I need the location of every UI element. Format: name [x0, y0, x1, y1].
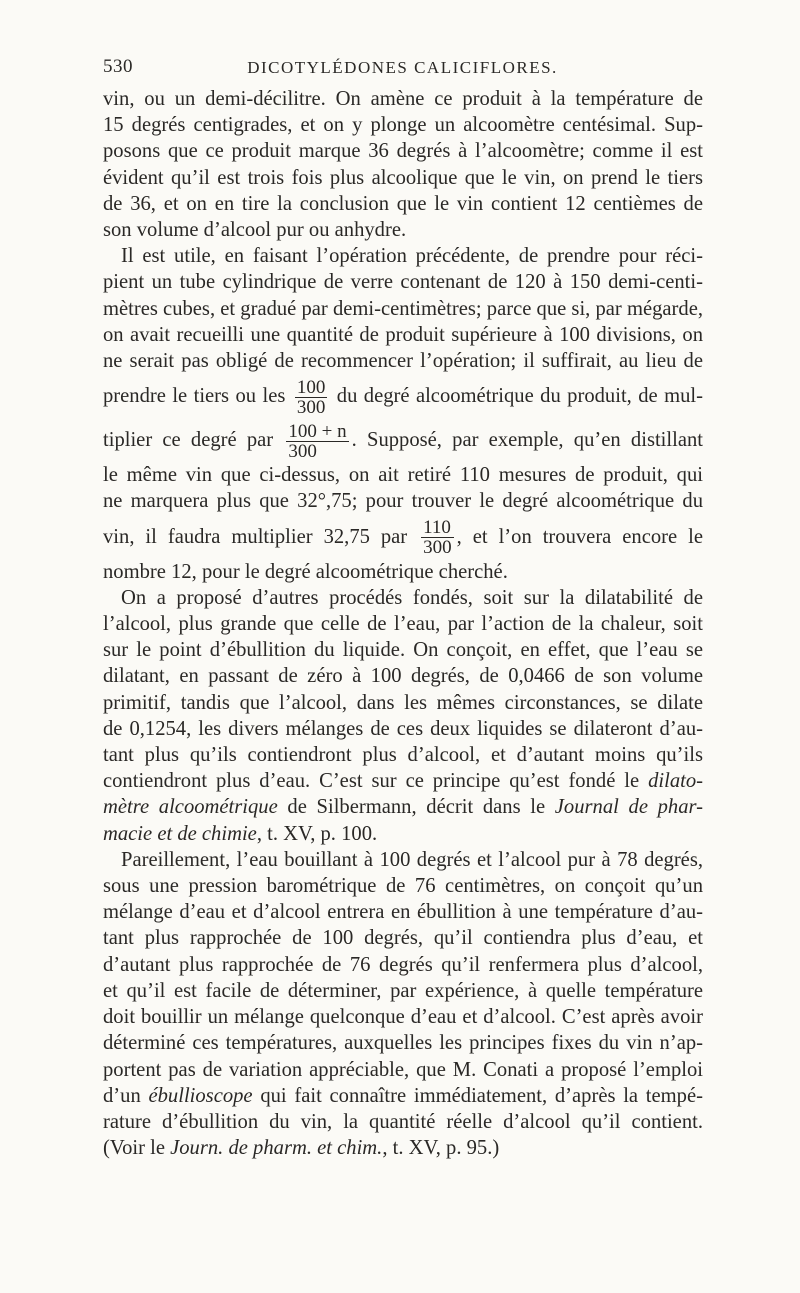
text-line: [103, 794, 703, 820]
text-line: mélange d’eau et d’alcool entrera en ébullition à une température d’au-: [103, 901, 703, 924]
text-line: portent pas de variation appréciable, que M. Conati a proposé l’emploi: [103, 1058, 703, 1081]
text-line: Pareillement, l’eau bouillant à 100 degrés et l’alcool pur à 78 degrés,: [121, 848, 703, 871]
fraction: [421, 518, 454, 557]
text-segment: . Supposé, par exemple, qu’en distillant: [351, 429, 703, 452]
text-line: tant plus qu’ils contiendront plus d’alcool, et d’autant moins qu’ils: [103, 744, 703, 767]
italic-title: Journal de phar-: [554, 796, 703, 819]
text-segment: , t. XV, p. 95.): [382, 1137, 500, 1160]
page-number: 530: [103, 56, 133, 77]
text-line: sur le point d’ébullition du liquide. On conçoit, en effet, que l’eau se: [103, 639, 703, 662]
running-title: DICOTYLÉDONES CALICIFLORES.: [247, 58, 558, 77]
fraction-numerator: 110: [421, 518, 454, 538]
text-line: le même vin que ci-dessus, on ait retiré 110 mesures de produit, qui: [103, 464, 703, 487]
page-body: [103, 86, 703, 1161]
fraction: [286, 422, 348, 461]
text-line: On a proposé d’autres procédés fondés, soit sur la dilatabilité de: [121, 586, 703, 609]
text-line: dilatant, en passant de zéro à 100 degrés, de 0,0466 de son volume: [103, 665, 703, 688]
text-line: Il est utile, en faisant l’opération précédente, de prendre pour réci-: [121, 245, 703, 268]
text-line: évident qu’il est trois fois plus alcoolique que le vin, on prend le tiers: [103, 166, 703, 189]
text-line: l’alcool, plus grande que celle de l’eau, par l’action de la chaleur, soit: [103, 613, 703, 636]
text-line: primitif, tandis que l’alcool, dans les mêmes circonstances, se dilate: [103, 691, 703, 714]
text-line: de 0,1254, les divers mélanges de ces deux liquides se dilateront d’au-: [103, 717, 703, 740]
text-segment: qui fait connaître immédiatement, d’après la tempé-: [260, 1084, 703, 1107]
text-segment: du degré alcoométrique du produit, de mul-: [336, 385, 704, 408]
paragraph-4: [103, 847, 703, 1161]
fraction: [295, 378, 328, 417]
fraction-numerator: 100: [296, 377, 326, 398]
text-line-with-fraction: [103, 374, 703, 418]
fraction-denominator: 300: [423, 537, 452, 559]
text-line-with-fraction: [103, 418, 703, 462]
text-line: tant plus rapprochée de 100 degrés, qu’il contiendra plus d’eau, et: [103, 927, 703, 950]
text-line: [103, 1083, 703, 1109]
text-segment: , et l’on trouvera encore le: [456, 525, 703, 548]
text-line: nombre 12, pour le degré alcoométrique cherché.: [103, 560, 508, 583]
text-segment: , t. XV, p. 100.: [256, 822, 378, 845]
italic-term: ébullioscope: [148, 1084, 253, 1107]
text-line: on avait recueilli une quantité de produit supérieure à 100 divisions, on: [103, 323, 703, 346]
text-line: ne serait pas obligé de recommencer l’opération; il suffirait, au lieu de: [103, 350, 703, 373]
fraction-denominator: 300: [296, 397, 326, 418]
text-segment: tiplier ce degré par: [103, 429, 274, 452]
text-line: rature d’ébullition du vin, la quantité réelle d’alcool qu’il contient.: [103, 1110, 703, 1133]
text-line: pient un tube cylindrique de verre contenant de 120 à 150 demi-centi-: [103, 271, 703, 294]
text-segment: de Silbermann, décrit dans le: [287, 796, 546, 819]
fraction-numerator: 100 + n: [288, 421, 347, 442]
text-line: vin, ou un demi-décilitre. On amène ce produit à la température de: [103, 88, 703, 110]
text-line: [103, 768, 703, 794]
italic-title: macie et de chimie: [103, 822, 257, 845]
text-line: 15 degrés centigrades, et on y plonge un alcoomètre centésimal. Sup-: [103, 114, 703, 137]
paragraph-2: [103, 243, 703, 585]
paragraph-3: [103, 585, 703, 847]
italic-title: Journ. de pharm. et chim.: [170, 1137, 383, 1160]
text-line: et qu’il est facile de déterminer, par expérience, à quelle température: [103, 979, 703, 1002]
text-line: sous une pression barométrique de 76 centimètres, on conçoit qu’un: [103, 875, 703, 898]
text-line: d’autant plus rapprochée de 76 degrés qu’il renfermera plus d’alcool,: [103, 953, 703, 976]
paragraph-1: [103, 86, 703, 243]
text-line: posons que ce produit marque 36 degrés à l’alcoomètre; comme il est: [103, 140, 703, 163]
text-line: déterminé ces températures, auxquelles les principes fixes du vin n’ap-: [103, 1032, 703, 1055]
text-segment: (Voir le: [103, 1137, 165, 1160]
text-line: [103, 821, 703, 847]
italic-title: mètre alcoométrique: [103, 796, 278, 819]
text-line: de 36, et on en tire la conclusion que le vin contient 12 centièmes de: [103, 192, 703, 215]
text-line: son volume d’alcool pur ou anhydre.: [103, 219, 407, 242]
text-segment: vin, il faudra multiplier 32,75 par: [103, 525, 408, 548]
text-segment: contiendront plus d’eau. C’est sur ce principe qu’est fondé le: [103, 770, 640, 793]
text-line: mètres cubes, et gradué par demi-centimètres; parce que si, par mégarde,: [103, 297, 703, 320]
text-line: [103, 1135, 703, 1161]
text-segment: d’un: [103, 1084, 141, 1107]
text-segment: prendre le tiers ou les: [103, 385, 286, 408]
text-line: ne marquera plus que 32°,75; pour trouver le degré alcoométrique du: [103, 490, 703, 513]
italic-title: dilato-: [648, 770, 703, 793]
text-line: doit bouillir un mélange quelconque d’eau et d’alcool. C’est après avoir: [103, 1006, 703, 1029]
text-line-with-fraction: [103, 515, 703, 559]
fraction-denominator: 300: [288, 441, 317, 462]
